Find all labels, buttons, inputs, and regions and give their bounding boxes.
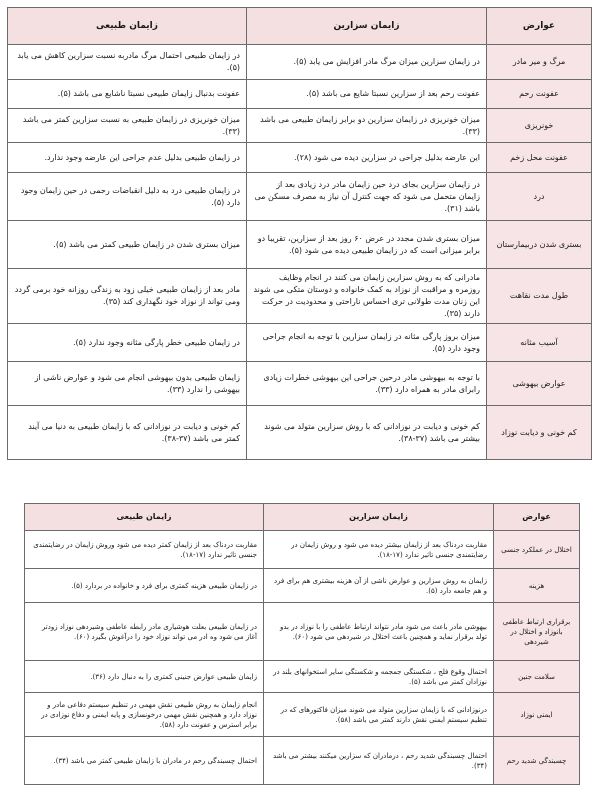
cesarean-cell: در زایمان سزارین میزان مرگ مادر افزایش می یابد (۵).	[247, 45, 487, 80]
table-row	[25, 661, 580, 693]
natural-cell: در زایمان طبیعی احتمال مرگ مادربه نسبت سزارین کاهش می یابد (۵).	[8, 45, 247, 80]
factor-cell: عوارض بیهوشی	[487, 362, 592, 406]
table-row	[8, 221, 592, 269]
complications-table-2	[24, 503, 580, 785]
cesarean-cell: میزان خونریزی در زایمان سزارین دو برابر زایمان طبیعی می باشد (۳۳).	[247, 109, 487, 143]
table-row	[25, 693, 580, 737]
cesarean-cell: احتمال وقوع فلج ، شکستگی جمجمه و شکستگی سایر استخوانهای بلند در نوزادان کمتر می باشد (۵).	[264, 661, 494, 693]
header-factor: عوارض	[487, 8, 592, 45]
factor-cell: هزینه	[494, 569, 580, 603]
cesarean-cell: این عارضه بدلیل جراحی در سزارین دیده می شود (۲۸).	[247, 143, 487, 173]
table-row	[8, 143, 592, 173]
factor-cell: درد	[487, 173, 592, 221]
factor-cell: مرگ و میر مادر	[487, 45, 592, 80]
natural-cell: در زایمان طبیعی خطر پارگی مثانه وجود ندارد (۵).	[8, 324, 247, 362]
table-row	[8, 269, 592, 324]
natural-cell: در زایمان طبیعی درد به دلیل انقباضات رحمی در حین زایمان وجود دارد (۵).	[8, 173, 247, 221]
cesarean-cell: عفونت رحم بعد از سزارین نسبتا شایع می باشد (۵).	[247, 80, 487, 109]
factor-cell: بستری شدن دربیمارستان	[487, 221, 592, 269]
natural-cell: مادر بعد از زایمان طبیعی خیلی زود به زندگی روزانه خود برمی گردد ومی تواند از نوزاد خود نگهداری کند (۳۵).	[8, 269, 247, 324]
factor-cell: سلامت جنین	[494, 661, 580, 693]
factor-cell: عفونت رحم	[487, 80, 592, 109]
table-header-row	[25, 504, 580, 531]
factor-cell: کم خونی و دیابت نوزاد	[487, 406, 592, 460]
table-header-row	[8, 8, 592, 45]
cesarean-cell: مقاربت دردناک بعد از زایمان بیشتر دیده می شود و روش زایمان در رضایتمندی جنسی تاثیر ندارد (۱۷-۱۸).	[264, 531, 494, 569]
header-natural: زایمان طبیعی	[8, 8, 247, 45]
natural-cell: انجام زایمان به روش طبیعی نقش مهمی در تنظیم سیستم دفاعی مادر و نوزاد دارد و همچنین نقش مهمی درخونسازی و پایه ایمنی و دفاع نوزادی در برابر استرس و عفونت دارد (۵۸).	[25, 693, 264, 737]
cesarean-cell: زایمان به روش سزارین و عوارض ناشی از آن هزینه بیشتری هم برای فرد و هم جامعه دارد (۵).	[264, 569, 494, 603]
natural-cell: در زایمان طبیعی بعلت هوشیاری مادر رابطه عاطفی وشیردهی نوزاد زودتر آغاز می شود وه ادر می تواند نوزاد خود را درآغوش بگیرد (۶۰).	[25, 603, 264, 661]
cesarean-cell: مادرانی که به روش سزارین زایمان می کنند در انجام وظایف روزمره و مراقبت از نوزاد به کمک خانواده و دوستان متکی می شوند این زنان مدت طولانی تری احساس ناراحتی و محدودیت در حرکت دارند (۳۵).	[247, 269, 487, 324]
cesarean-cell: با توجه به بیهوشی مادر درحین جراحی این بیهوشی خطرات زیادی رابرای مادر به همراه دارد (۳۳).	[247, 362, 487, 406]
natural-cell: میزان بستری شدن در زایمان طبیعی کمتر می باشد (۵).	[8, 221, 247, 269]
table-row	[8, 80, 592, 109]
table-row	[25, 531, 580, 569]
cesarean-cell: درنوزادانی که با زایمان سزارین متولد می شوند میزان فاکتورهای که در تنظیم سیستم ایمنی نقش دارند کمتر می باشد (۵۸).	[264, 693, 494, 737]
factor-cell: آسیب مثانه	[487, 324, 592, 362]
header-cesarean: زایمان سزارین	[264, 504, 494, 531]
factor-cell: عفونت محل زخم	[487, 143, 592, 173]
table-row	[8, 109, 592, 143]
cesarean-cell: میزان بستری شدن مجدد در عرض ۶۰ روز بعد از سزارین، تقریبا دو برابر میزانی است که در زایمان طبیعی دیده می شود (۵).	[247, 221, 487, 269]
natural-cell: زایمان طبیعی بدون بیهوشی انجام می شود و عوارض ناشی از بیهوشی را ندارد (۳۳).	[8, 362, 247, 406]
cesarean-cell: بیهوشی مادر باعث می شود مادر نتواند ارتباط عاطفی را با نوزاد در بدو تولد برقرار نماید و همچنین باعث اختلال در شیردهی می شود (۶۰).	[264, 603, 494, 661]
factor-cell: ایمنی نوزاد	[494, 693, 580, 737]
natural-cell: در زایمان طبیعی هزینه کمتری برای فرد و خانواده در بردارد (۵).	[25, 569, 264, 603]
cesarean-cell: در زایمان سزارین بجای درد حین زایمان مادر درد زیادی بعد از زایمان متحمل می شود که جهت کنترل آن نیاز به مصرف مسکن می باشد (۳۱).	[247, 173, 487, 221]
table-row	[8, 324, 592, 362]
header-factor: عوارض	[494, 504, 580, 531]
complications-table-1	[7, 7, 592, 460]
header-cesarean: زایمان سزارین	[247, 8, 487, 45]
factor-cell: برقراری ارتباط عاطفی بانوزاد و اختلال در شیردهی	[494, 603, 580, 661]
natural-cell: در زایمان طبیعی بدلیل عدم جراحی این عارضه وجود ندارد.	[8, 143, 247, 173]
table-row	[8, 362, 592, 406]
factor-cell: خونریزی	[487, 109, 592, 143]
table-row	[8, 406, 592, 460]
natural-cell: مقاربت دردناک بعد از زایمان کمتر دیده می شود وروش زایمان در رضایتمندی جنسی تاثیر ندارد (۱۷-۱۸).	[25, 531, 264, 569]
table-row	[8, 173, 592, 221]
cesarean-cell: کم خونی و دیابت در نوزادانی که با روش سزارین متولد می شوند بیشتر می باشد (۳۷-۳۸).	[247, 406, 487, 460]
factor-cell: اختلال در عملکرد جنسی	[494, 531, 580, 569]
table-row	[8, 45, 592, 80]
header-natural: زایمان طبیعی	[25, 504, 264, 531]
natural-cell: احتمال چسبندگی رحم در مادران با زایمان طبیعی کمتر می باشد (۳۴).	[25, 737, 264, 785]
cesarean-cell: میزان بروز پارگی مثانه در زایمان سزارین با توجه به انجام جراحی وجود دارد (۵).	[247, 324, 487, 362]
table-row	[25, 603, 580, 661]
table-row	[25, 737, 580, 785]
natural-cell: کم خونی و دیابت در نوزادانی که با زایمان طبیعی به دنیا می آیند کمتر می باشد (۳۷-۳۸).	[8, 406, 247, 460]
natural-cell: میزان خونریزی در زایمان طبیعی به نسبت سزارین کمتر می باشد (۳۳).	[8, 109, 247, 143]
cesarean-cell: احتمال چسبندگی شدید رحم ، درمادران که سزارین میکنند بیشتر می باشد (۳۴).	[264, 737, 494, 785]
factor-cell: طول مدت نقاهت	[487, 269, 592, 324]
natural-cell: عفونت بدنبال زایمان طبیعی نسبتا ناشایع می باشد (۵).	[8, 80, 247, 109]
factor-cell: چسبندگی شدید رحم	[494, 737, 580, 785]
natural-cell: زایمان طبیعی عوارض جنینی کمتری را به دنبال دارد (۳۶).	[25, 661, 264, 693]
table-row	[25, 569, 580, 603]
